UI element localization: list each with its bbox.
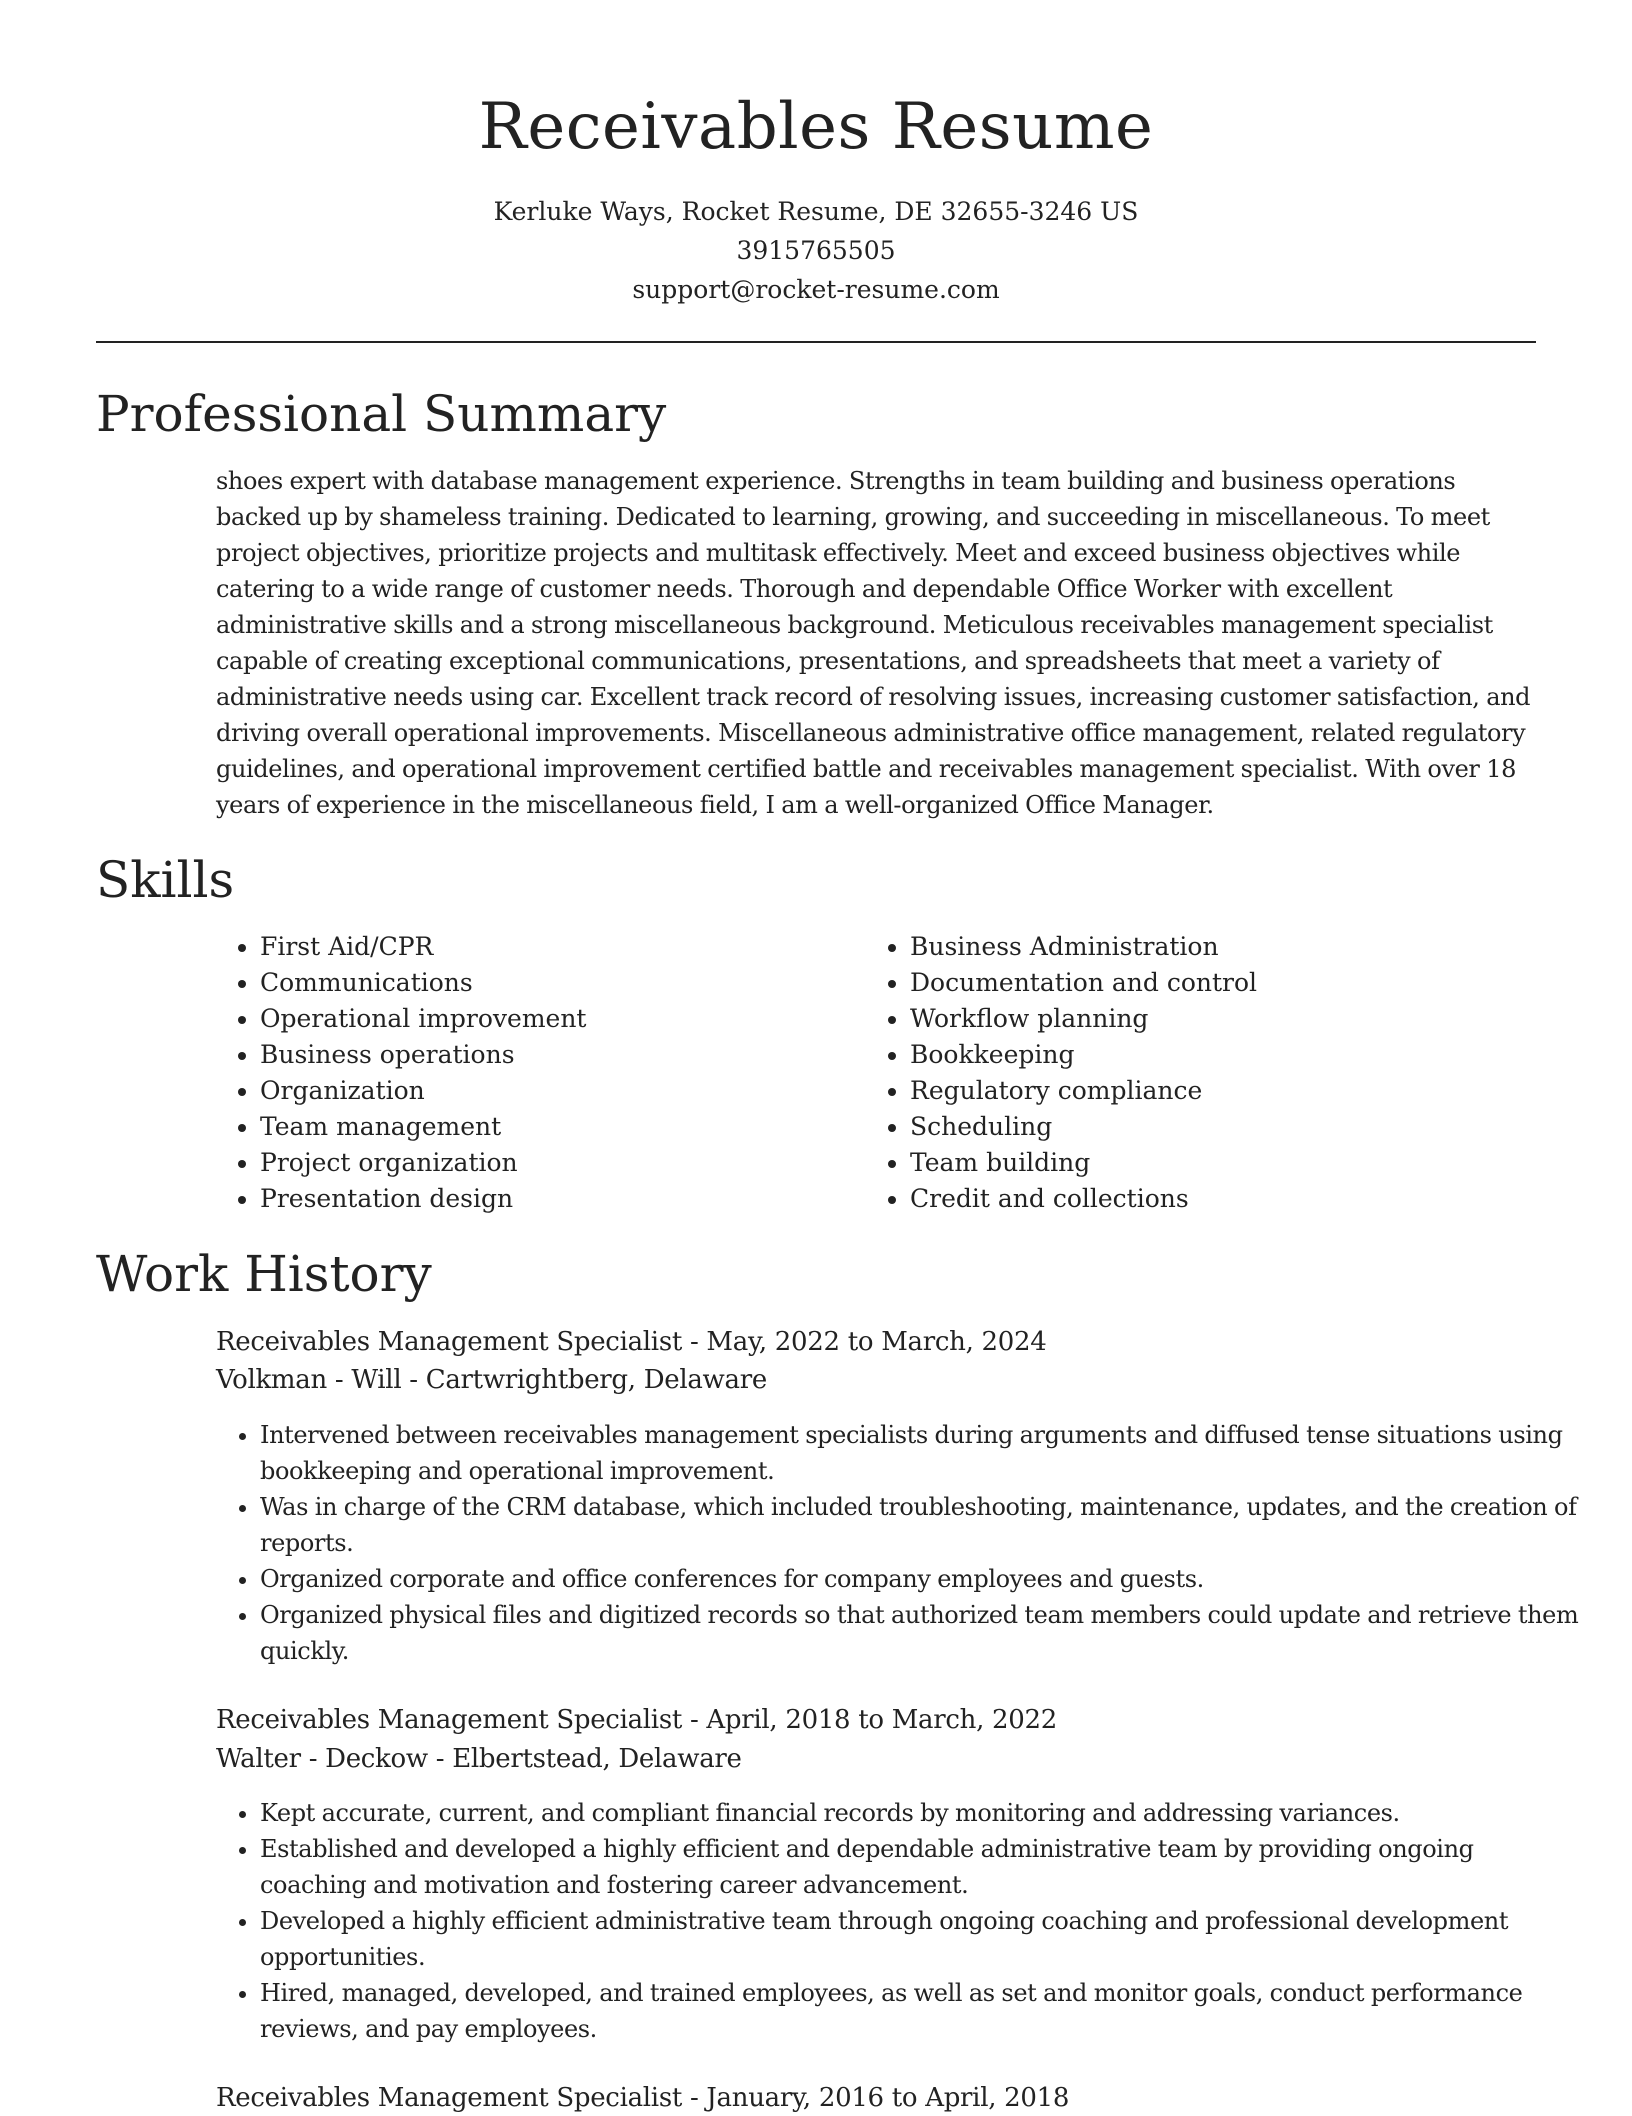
skill-item: • Operational improvement xyxy=(260,1001,820,1037)
skills-list-left xyxy=(216,929,820,1217)
skill-item: • Credit and collections xyxy=(910,1181,1470,1217)
skill-item: • Regulatory compliance xyxy=(910,1073,1470,1109)
job-bullet: • Organized corporate and office conferences for company employees and guests. xyxy=(260,1561,1580,1597)
job-company: Walter - Deckow - Elbertstead, Delaware xyxy=(216,1744,742,1774)
job-title: Receivables Management Specialist - May, 2022 to March, 2024 xyxy=(216,1327,1047,1357)
section-title-skills: Skills xyxy=(96,851,235,909)
job-bullet: • Established and developed a highly efficient and dependable administrative team by providing ongoing coaching and motivation and fostering career advancement. xyxy=(260,1831,1580,1903)
job-title: Receivables Management Specialist - April, 2018 to March, 2022 xyxy=(216,1705,1057,1735)
contact-info xyxy=(96,192,1536,309)
job-bullet: • Kept accurate, current, and compliant financial records by monitoring and addressing variances. xyxy=(260,1795,1580,1831)
job-company: Volkman - Will - Cartwrightberg, Delaware xyxy=(216,1365,767,1395)
skill-item: • Scheduling xyxy=(910,1109,1470,1145)
skill-item: • Team building xyxy=(910,1145,1470,1181)
skill-item: • Business operations xyxy=(260,1037,820,1073)
email-address: support@rocket-resume.com xyxy=(632,275,1000,304)
job-bullet: • Was in charge of the CRM database, which included troubleshooting, maintenance, updates, and the creation of reports. xyxy=(260,1489,1580,1561)
section-title-professional-summary: Professional Summary xyxy=(96,385,667,443)
skill-item: • Organization xyxy=(260,1073,820,1109)
skill-item: • First Aid/CPR xyxy=(260,929,820,965)
section-title-work-history: Work History xyxy=(96,1245,432,1303)
resume-title: Receivables Resume xyxy=(478,90,1154,164)
skill-item: • Communications xyxy=(260,965,820,1001)
skill-item: • Presentation design xyxy=(260,1181,820,1217)
header-divider xyxy=(96,341,1536,343)
job-bullet: • Developed a highly efficient administrative team through ongoing coaching and professional development opportunities. xyxy=(260,1903,1580,1975)
address: Kerluke Ways, Rocket Resume, DE 32655-3246 US xyxy=(493,197,1139,226)
job-bullet: • Intervened between receivables management specialists during arguments and diffused tense situations using bookkeeping and operational improvement. xyxy=(260,1417,1580,1489)
job-bullet: • Hired, managed, developed, and trained employees, as well as set and monitor goals, conduct performance reviews, and pay employees. xyxy=(260,1975,1580,2047)
phone-number: 3915765505 xyxy=(736,236,896,265)
job-bullets xyxy=(216,1795,1580,2047)
job-bullet: • Organized physical files and digitized records so that authorized team members could update and retrieve them quickly. xyxy=(260,1597,1580,1669)
resume-header xyxy=(96,82,1536,309)
skill-item: • Workflow planning xyxy=(910,1001,1470,1037)
skill-item: • Business Administration xyxy=(910,929,1470,965)
skill-item: • Project organization xyxy=(260,1145,820,1181)
job-bullets xyxy=(216,1417,1580,1669)
skill-item: • Bookkeeping xyxy=(910,1037,1470,1073)
job-title: Receivables Management Specialist - January, 2016 to April, 2018 xyxy=(216,2083,1070,2113)
skill-item: • Team management xyxy=(260,1109,820,1145)
skills-list-right xyxy=(866,929,1470,1217)
summary-text: shoes expert with database management experience. Strengths in team building and business operations backed up by shameless training. Dedicated to learning, growing, and succeeding in miscellaneous. To meet project objectives, prioritize projects and multitask effectively. Meet and exceed business objectives while catering to a wide range of customer needs. Thorough and dependable Office Worker with excellent administrative skills and a strong miscellaneous background. Meticulous receivables management specialist capable of creating exceptional communications, presentations, and spreadsheets that meet a variety of administrative needs using car. Excellent track record of resolving issues, increasing customer satisfaction, and driving overall operational improvements. Miscellaneous administrative office management, related regulatory guidelines, and operational improvement certified battle and receivables management specialist. With over 18 years of experience in the miscellaneous field, I am a well-organized Office Manager. xyxy=(216,467,1531,819)
skill-item: • Documentation and control xyxy=(910,965,1470,1001)
